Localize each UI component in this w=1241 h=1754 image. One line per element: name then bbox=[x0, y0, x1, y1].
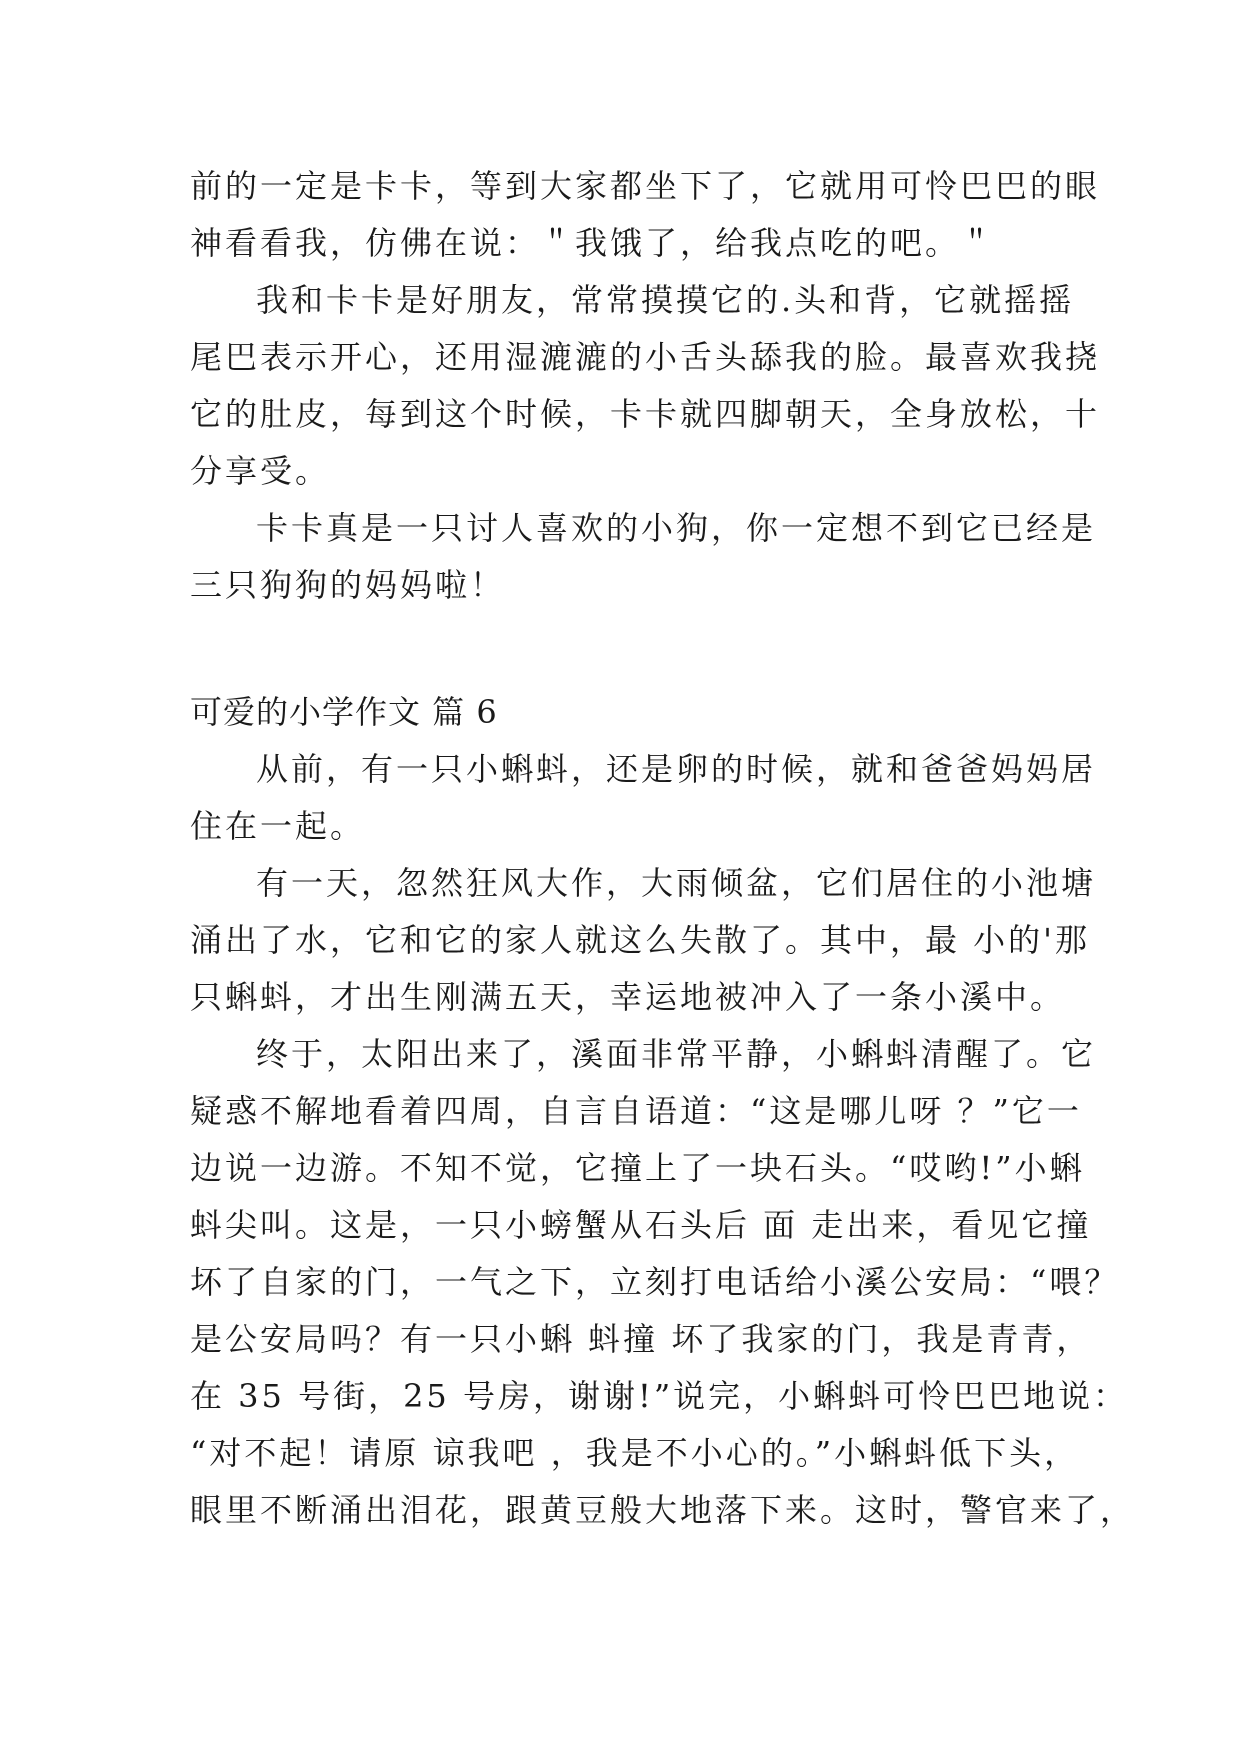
text-line: 它的肚皮，每到这个时候，卡卡就四脚朝天，全身放松，十 bbox=[190, 395, 1101, 433]
text-line: 只蝌蚪，才出生刚满五天，幸运地被冲入了一条小溪中。 bbox=[190, 978, 1066, 1016]
text-line: 分享受。 bbox=[190, 452, 331, 490]
text-line: 从前，有一只小蝌蚪，还是卵的时候，就和爸爸妈妈居 bbox=[256, 750, 1097, 788]
text-line: 涌出了水，它和它的家人就这么失散了。其中，最 小的'那 bbox=[190, 921, 1090, 959]
text-line: 卡卡真是一只讨人喜欢的小狗，你一定想不到它已经是 bbox=[256, 509, 1097, 547]
text-line: 蚪尖叫。这是，一只小螃蟹从石头后 面 走出来，看见它撞 bbox=[190, 1206, 1092, 1244]
text-line: 边说一边游。不知不觉，它撞上了一块石头。“哎哟!”小蝌 bbox=[190, 1149, 1085, 1187]
text-line: 在 35 号街，25 号房，谢谢!”说完，小蝌蚪可怜巴巴地说： bbox=[190, 1377, 1129, 1415]
text-line: 前的一定是卡卡，等到大家都坐下了，它就用可怜巴巴的眼 bbox=[190, 167, 1101, 205]
text-line: 尾巴表示开心，还用湿漉漉的小舌头舔我的脸。最喜欢我挠 bbox=[190, 338, 1101, 376]
text-line: 疑惑不解地看着四周，自言自语道：“这是哪儿呀 ？”它一 bbox=[190, 1092, 1082, 1130]
text-line: 我和卡卡是好朋友，常常摸摸它的.头和背，它就摇摇 bbox=[256, 281, 1075, 319]
text-line: 住在一起。 bbox=[190, 807, 366, 845]
text-line: 眼里不断涌出泪花，跟黄豆般大地落下来。这时，警官来了， bbox=[190, 1491, 1136, 1529]
text-line: 终于，太阳出来了，溪面非常平静，小蝌蚪清醒了。它 bbox=[256, 1035, 1097, 1073]
text-line: 坏了自家的门，一气之下，立刻打电话给小溪公安局：“喂？ bbox=[190, 1263, 1120, 1301]
text-line: 有一天，忽然狂风大作，大雨倾盆，它们居住的小池塘 bbox=[256, 864, 1097, 902]
text-line: 神看看我，仿佛在说：＂我饿了，给我点吃的吧。＂ bbox=[190, 224, 996, 262]
section-heading: 可爱的小学作文 篇 6 bbox=[190, 693, 498, 731]
text-line: 是公安局吗？有一只小蝌 蚪撞 坏了我家的门，我是青青， bbox=[190, 1320, 1092, 1358]
text-line: 三只狗狗的妈妈啦！ bbox=[190, 566, 506, 604]
text-line: “对不起！请原 谅我吧 ，我是不小心的。”小蝌蚪低下头， bbox=[190, 1434, 1080, 1472]
